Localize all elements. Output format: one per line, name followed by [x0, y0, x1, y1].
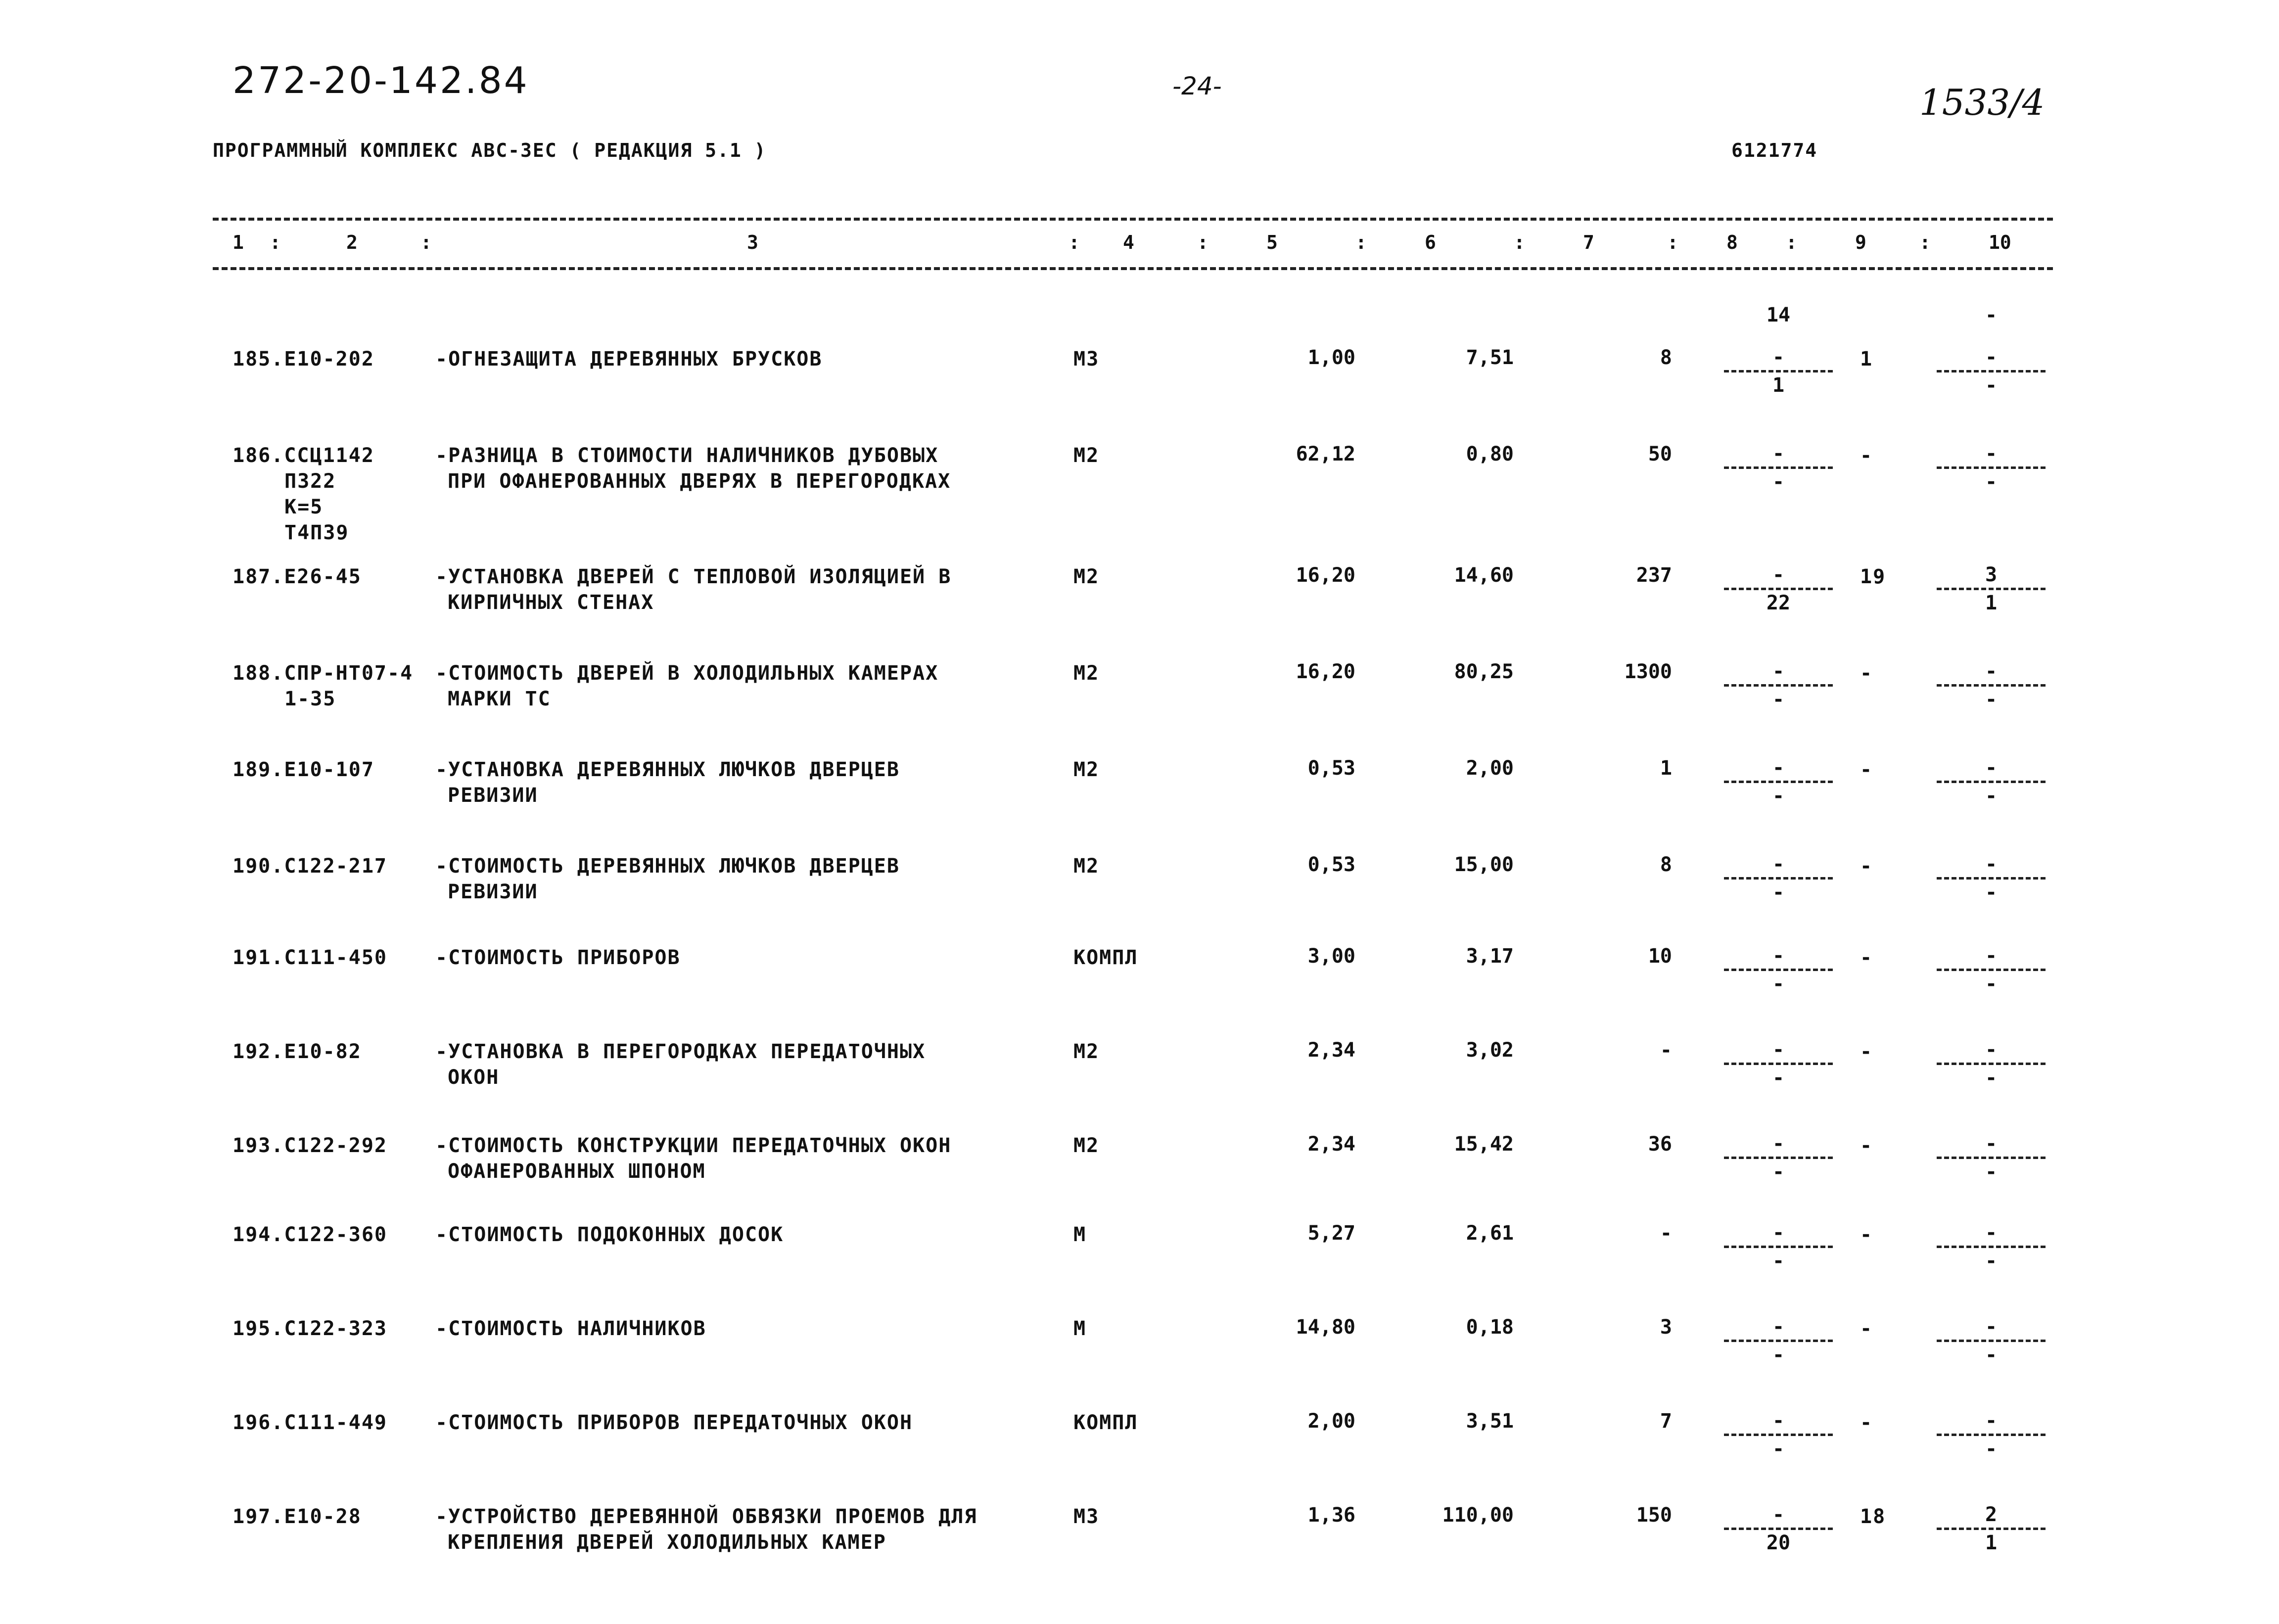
row-col9: - [1860, 1317, 1873, 1340]
col8-fraction [1717, 1039, 1840, 1089]
row-unit-price: 15,42 [1454, 1133, 1514, 1156]
col8-fraction-top: - [1772, 442, 1785, 465]
row-cost: 50 [1648, 443, 1672, 465]
col10-fraction-bottom: - [1985, 1344, 1998, 1366]
col8-top-value: 14 [1766, 304, 1791, 326]
table-header-top-rule [213, 218, 2053, 221]
col8-fraction [1717, 346, 1840, 396]
row-number: 189.Е10-107 [233, 758, 374, 781]
row-description-line: РЕВИЗИИ [448, 784, 538, 807]
row-unit-price: 3,51 [1466, 1410, 1514, 1433]
fraction-line [1937, 781, 2046, 783]
row-unit-price: 14,60 [1454, 564, 1514, 587]
row-unit: КОМПЛ [1073, 946, 1138, 969]
row-description-line: -УСТАНОВКА ДЕРЕВЯННЫХ ЛЮЧКОВ ДВЕРЦЕВ [435, 758, 900, 781]
col10-fraction-bottom: - [1985, 1160, 1998, 1183]
row-quantity: 62,12 [1296, 443, 1355, 465]
column-header-5: 5 [1266, 232, 1278, 253]
column-separator: : [1355, 232, 1367, 253]
row-description-line: -УСТРОЙСТВО ДЕРЕВЯННОЙ ОБВЯЗКИ ПРОЕМОВ ДЛЯ [435, 1505, 977, 1528]
row-description-line: РЕВИЗИИ [448, 881, 538, 903]
fraction-line [1724, 969, 1833, 971]
col10-fraction [1929, 1039, 2053, 1089]
row-cost: 150 [1636, 1504, 1672, 1527]
row-number: 195.С122-323 [233, 1317, 387, 1340]
row-cost: 8 [1660, 853, 1672, 876]
fraction-line [1937, 1340, 2046, 1342]
row-unit: М2 [1073, 444, 1100, 467]
row-unit-price: 0,18 [1466, 1316, 1514, 1339]
column-header-10: 10 [1989, 232, 2011, 253]
row-unit: М3 [1073, 1505, 1100, 1528]
col8-fraction-top: - [1772, 1221, 1785, 1244]
row-description-line: ПРИ ОФАНЕРОВАННЫХ ДВЕРЯХ В ПЕРЕГОРОДКАХ [448, 470, 951, 493]
fraction-line [1724, 877, 1833, 880]
col8-fraction-top: - [1772, 944, 1785, 967]
row-unit: М2 [1073, 565, 1100, 588]
row-col9: - [1860, 1223, 1873, 1246]
fraction-line [1724, 1340, 1833, 1342]
column-separator: : [1197, 232, 1209, 253]
col10-fraction [1929, 346, 2053, 396]
row-unit: М3 [1073, 348, 1100, 371]
column-separator: : [420, 232, 432, 253]
row-description-line: -ОГНЕЗАЩИТА ДЕРЕВЯННЫХ БРУСКОВ [435, 348, 823, 371]
col8-fraction-top: - [1772, 660, 1785, 683]
col10-fraction-bottom: - [1985, 688, 1998, 711]
row-col9: 19 [1860, 565, 1886, 588]
col10-fraction-top: - [1985, 853, 1998, 876]
table-header-bottom-rule [213, 267, 2053, 270]
row-col9: - [1860, 946, 1873, 969]
row-cost: 8 [1660, 346, 1672, 369]
col10-fraction-top: - [1985, 1038, 1998, 1061]
row-cost: 237 [1636, 564, 1672, 587]
col10-fraction-bottom: - [1985, 470, 1998, 493]
row-quantity: 1,00 [1307, 346, 1355, 369]
col10-fraction [1929, 945, 2053, 995]
col8-fraction-bottom: 22 [1766, 592, 1791, 614]
col10-fraction [1929, 564, 2053, 614]
row-cost: 1300 [1624, 660, 1672, 683]
row-description-line: -СТОИМОСТЬ НАЛИЧНИКОВ [435, 1317, 706, 1340]
col8-fraction-top: - [1772, 1409, 1785, 1432]
col8-fraction-top: - [1772, 563, 1785, 586]
col10-fraction-bottom: - [1985, 785, 1998, 807]
row-number: 188.СПР-НТ07-4 [233, 662, 414, 685]
row-number: 186.ССЦ1142 [233, 444, 374, 467]
col10-fraction-top: - [1985, 756, 1998, 779]
col8-fraction-bottom: - [1772, 1250, 1785, 1272]
row-description-line: -СТОИМОСТЬ ДВЕРЕЙ В ХОЛОДИЛЬНЫХ КАМЕРАХ [435, 662, 939, 685]
row-unit: М [1073, 1223, 1087, 1246]
col8-fraction-bottom: - [1772, 1344, 1785, 1366]
col8-fraction-top: - [1772, 1038, 1785, 1061]
column-separator: : [1667, 232, 1678, 253]
row-description-line: -СТОИМОСТЬ ПОДОКОННЫХ ДОСОК [435, 1223, 784, 1246]
col10-fraction-bottom: - [1985, 1438, 1998, 1460]
col8-fraction-bottom: - [1772, 470, 1785, 493]
row-quantity: 14,80 [1296, 1316, 1355, 1339]
fraction-line [1937, 1528, 2046, 1530]
col8-fraction-bottom: - [1772, 785, 1785, 807]
row-unit: М [1073, 1317, 1087, 1340]
col8-fraction [1717, 757, 1840, 807]
row-col9: - [1860, 662, 1873, 685]
col10-fraction [1929, 660, 2053, 710]
row-quantity: 2,00 [1307, 1410, 1355, 1433]
col8-fraction-bottom: - [1772, 1160, 1785, 1183]
row-col9: - [1860, 1134, 1873, 1157]
fraction-line [1724, 466, 1833, 469]
col10-fraction [1929, 443, 2053, 493]
row-quantity: 0,53 [1307, 853, 1355, 876]
row-unit-price: 2,00 [1466, 757, 1514, 780]
row-number: 191.С111-450 [233, 946, 387, 969]
column-header-8: 8 [1726, 232, 1738, 253]
col10-fraction-top: 2 [1985, 1503, 1998, 1526]
col8-fraction-top: - [1772, 346, 1785, 369]
row-number: 187.Е26-45 [233, 565, 362, 588]
row-number: 196.С111-449 [233, 1411, 387, 1434]
fraction-line [1937, 370, 2046, 372]
col8-fraction-top: - [1772, 1503, 1785, 1526]
row-col9: - [1860, 444, 1873, 467]
row-cost: 7 [1660, 1410, 1672, 1433]
col10-fraction-top: - [1985, 1315, 1998, 1338]
col8-fraction-bottom: - [1772, 973, 1785, 995]
row-unit-price: 0,80 [1466, 443, 1514, 465]
col10-fraction-bottom: - [1985, 881, 1998, 904]
row-cost: 1 [1660, 757, 1672, 780]
row-code-line: П322 [284, 470, 336, 493]
fraction-line [1724, 1157, 1833, 1159]
col8-fraction [1717, 660, 1840, 710]
col10-fraction [1929, 1133, 2053, 1183]
col10-fraction-top: 3 [1985, 563, 1998, 586]
row-col9: 18 [1860, 1505, 1886, 1528]
sheet-reference: 1533/4 [1919, 82, 2045, 123]
fraction-line [1724, 1434, 1833, 1436]
row-description-line: -РАЗНИЦА В СТОИМОСТИ НАЛИЧНИКОВ ДУБОВЫХ [435, 444, 939, 467]
column-header-3: 3 [747, 232, 758, 253]
column-header-9: 9 [1855, 232, 1866, 253]
fraction-line [1937, 969, 2046, 971]
column-header-4: 4 [1123, 232, 1134, 253]
col10-fraction [1929, 1410, 2053, 1460]
fraction-line [1724, 684, 1833, 687]
row-description-line: КИРПИЧНЫХ СТЕНАХ [448, 591, 654, 614]
col10-fraction-top: - [1985, 944, 1998, 967]
column-header-7: 7 [1583, 232, 1594, 253]
col10-fraction-bottom: 1 [1985, 1531, 1998, 1554]
col10-fraction-top: - [1985, 1132, 1998, 1155]
column-separator: : [1786, 232, 1797, 253]
row-unit: М2 [1073, 662, 1100, 685]
row-unit-price: 80,25 [1454, 660, 1514, 683]
row-unit: М2 [1073, 855, 1100, 878]
col8-fraction [1717, 1316, 1840, 1366]
col8-fraction-top: - [1772, 853, 1785, 876]
col10-fraction-top: - [1985, 442, 1998, 465]
row-quantity: 16,20 [1296, 564, 1355, 587]
col8-fraction-top: - [1772, 756, 1785, 779]
row-unit-price: 7,51 [1466, 346, 1514, 369]
row-number: 185.Е10-202 [233, 348, 374, 371]
row-description-line: ОКОН [448, 1066, 500, 1089]
row-quantity: 0,53 [1307, 757, 1355, 780]
row-quantity: 1,36 [1307, 1504, 1355, 1527]
col10-fraction-top: - [1985, 1409, 1998, 1432]
fraction-line [1724, 1063, 1833, 1065]
row-description-line: КРЕПЛЕНИЯ ДВЕРЕЙ ХОЛОДИЛЬНЫХ КАМЕР [448, 1531, 886, 1554]
row-description-line: ОФАНЕРОВАННЫХ ШПОНОМ [448, 1160, 706, 1183]
column-header-1: 1 [233, 232, 244, 253]
col10-fraction-bottom: - [1985, 1250, 1998, 1272]
fraction-line [1724, 370, 1833, 372]
col8-fraction-bottom: - [1772, 1438, 1785, 1460]
col8-fraction [1717, 1504, 1840, 1554]
col8-fraction [1717, 1133, 1840, 1183]
row-description-line: -СТОИМОСТЬ ПРИБОРОВ [435, 946, 681, 969]
fraction-line [1937, 1063, 2046, 1065]
row-quantity: 2,34 [1307, 1039, 1355, 1062]
col8-fraction-top: - [1772, 1132, 1785, 1155]
row-description-line: -СТОИМОСТЬ КОНСТРУКЦИИ ПЕРЕДАТОЧНЫХ ОКОН [435, 1134, 952, 1157]
row-unit: КОМПЛ [1073, 1411, 1138, 1434]
fraction-line [1937, 466, 2046, 469]
row-col9: - [1860, 1040, 1873, 1063]
col10-fraction [1929, 757, 2053, 807]
row-unit: М2 [1073, 1134, 1100, 1157]
col10-fraction-bottom: 1 [1985, 592, 1998, 614]
col8-fraction-bottom: - [1772, 688, 1785, 711]
row-unit-price: 2,61 [1466, 1222, 1514, 1245]
col8-fraction [1717, 1222, 1840, 1272]
fraction-line [1724, 1246, 1833, 1248]
fraction-line [1724, 588, 1833, 590]
col10-fraction [1929, 1316, 2053, 1366]
col10-fraction-bottom: - [1985, 1067, 1998, 1089]
fraction-line [1937, 1157, 2046, 1159]
program-name: ПРОГРАММНЫЙ КОМПЛЕКС АВС-3ЕС ( РЕДАКЦИЯ 5.1 ) [213, 139, 767, 161]
row-cost: 10 [1648, 945, 1672, 968]
column-header-2: 2 [346, 232, 358, 253]
col10-fraction-bottom: - [1985, 973, 1998, 995]
row-number: 192.Е10-82 [233, 1040, 362, 1063]
column-header-6: 6 [1425, 232, 1436, 253]
row-number: 197.Е10-28 [233, 1505, 362, 1528]
column-separator: : [1069, 232, 1080, 253]
col10-top-value: - [1985, 304, 1998, 326]
row-unit: М2 [1073, 758, 1100, 781]
row-col9: - [1860, 855, 1873, 878]
fraction-line [1937, 684, 2046, 687]
col8-fraction-bottom: - [1772, 881, 1785, 904]
row-code-line: К=5 [284, 496, 324, 518]
row-description-line: -УСТАНОВКА В ПЕРЕГОРОДКАХ ПЕРЕДАТОЧНЫХ [435, 1040, 926, 1063]
row-unit: М2 [1073, 1040, 1100, 1063]
row-description-line: -СТОИМОСТЬ ДЕРЕВЯННЫХ ЛЮЧКОВ ДВЕРЦЕВ [435, 855, 900, 878]
row-quantity: 5,27 [1307, 1222, 1355, 1245]
col10-fraction-top: - [1985, 1221, 1998, 1244]
row-col9: - [1860, 758, 1873, 781]
fraction-line [1937, 877, 2046, 880]
col10-fraction [1929, 1504, 2053, 1554]
col10-fraction-top: - [1985, 660, 1998, 683]
row-unit-price: 3,17 [1466, 945, 1514, 968]
row-number: 193.С122-292 [233, 1134, 387, 1157]
row-quantity: 16,20 [1296, 660, 1355, 683]
row-cost: - [1660, 1222, 1672, 1245]
row-cost: 36 [1648, 1133, 1672, 1156]
fraction-line [1724, 781, 1833, 783]
row-unit-price: 3,02 [1466, 1039, 1514, 1062]
col8-fraction-bottom: 20 [1766, 1531, 1791, 1554]
column-separator: : [1514, 232, 1525, 253]
fraction-line [1937, 588, 2046, 590]
row-unit-price: 15,00 [1454, 853, 1514, 876]
row-description-line: -СТОИМОСТЬ ПРИБОРОВ ПЕРЕДАТОЧНЫХ ОКОН [435, 1411, 913, 1434]
row-col9: - [1860, 1411, 1873, 1434]
row-number: 194.С122-360 [233, 1223, 387, 1246]
row-code-line: Т4П39 [284, 521, 349, 544]
row-cost: 3 [1660, 1316, 1672, 1339]
col8-fraction [1717, 853, 1840, 903]
row-quantity: 2,34 [1307, 1133, 1355, 1156]
col10-fraction [1929, 1222, 2053, 1272]
fraction-line [1937, 1246, 2046, 1248]
row-code-line: 1-35 [284, 688, 336, 710]
row-quantity: 3,00 [1307, 945, 1355, 968]
column-separator: : [270, 232, 281, 253]
row-unit-price: 110,00 [1442, 1504, 1514, 1527]
fraction-line [1724, 1528, 1833, 1530]
row-description-line: -УСТАНОВКА ДВЕРЕЙ С ТЕПЛОВОЙ ИЗОЛЯЦИЕЙ В [435, 565, 952, 588]
col8-fraction-bottom: - [1772, 1067, 1785, 1089]
col10-fraction-bottom: - [1985, 374, 1998, 397]
column-separator: : [1919, 232, 1931, 253]
document-id: 6121774 [1731, 139, 1818, 161]
row-cost: - [1660, 1039, 1672, 1062]
col8-fraction-top: - [1772, 1315, 1785, 1338]
row-description-line: МАРКИ ТС [448, 688, 551, 710]
row-col9: 1 [1860, 348, 1873, 371]
col10-fraction [1929, 853, 2053, 903]
col8-fraction [1717, 443, 1840, 493]
row-number: 190.С122-217 [233, 855, 387, 878]
col8-fraction-bottom: 1 [1772, 374, 1785, 397]
col8-fraction [1717, 945, 1840, 995]
col8-fraction [1717, 1410, 1840, 1460]
fraction-line [1937, 1434, 2046, 1436]
col10-fraction-top: - [1985, 346, 1998, 369]
page-number: -24- [1172, 72, 1222, 100]
document-code: 272-20-142.84 [233, 59, 529, 102]
col8-fraction [1717, 564, 1840, 614]
